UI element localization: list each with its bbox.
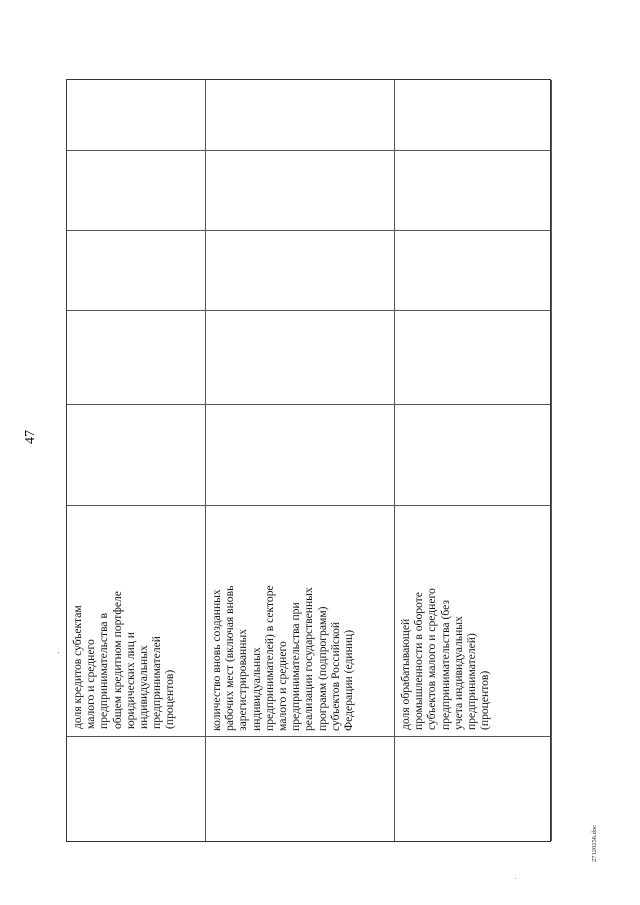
table-row: количество вновь созданных рабочих мест (включая вновь зарегистрированных индивидуальных предпринимателей) в секторе малого и среднего предпринимательства при реализации государственных программ (подпрограмм) субъектов Российской Федерации (единиц) (210, 585, 356, 731)
page-number: 47 (23, 430, 38, 444)
scan-speck (58, 652, 59, 653)
table-row: доля обрабатывающей промышленности в обороте субъектов малого и среднего предпринимательства (без учета индивидуальных предпринимателей) (процентов) (399, 588, 492, 730)
table-row: доля кредитов субъектам малого и среднего предпринимательства в общем кредитном портфеле юридических лиц и индивидуальных предпринимателей (процентов) (71, 591, 177, 729)
indicators-table (66, 79, 551, 842)
scan-speck (515, 878, 516, 879)
document-file-name: 27120256.doc (591, 824, 598, 862)
